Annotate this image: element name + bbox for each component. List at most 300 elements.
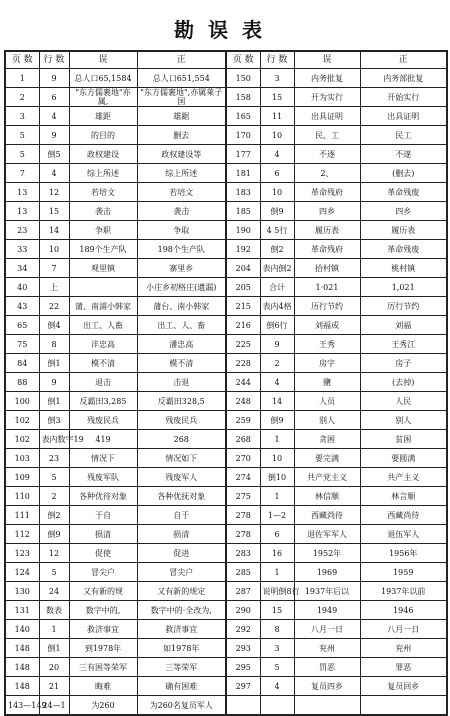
correct-cell: 出具证明 bbox=[360, 107, 447, 126]
correct-cell: 潘忠高 bbox=[137, 335, 226, 354]
wrong-cell: 2、 bbox=[294, 164, 360, 183]
page-cell: 103 bbox=[5, 449, 39, 468]
line-cell: 4 bbox=[39, 107, 69, 126]
wrong-cell: 若培文 bbox=[69, 183, 137, 202]
page-cell bbox=[226, 696, 260, 716]
wrong-cell: 八月一日 bbox=[294, 620, 360, 639]
errata-rows bbox=[5, 69, 447, 716]
page-cell: 5 bbox=[5, 126, 39, 145]
page-cell: 2 bbox=[5, 88, 39, 107]
line-cell: 12 bbox=[39, 544, 69, 563]
correct-cell: 寨里乡 bbox=[137, 259, 226, 278]
wrong-cell: 反霸田3,285 bbox=[69, 392, 137, 411]
page-cell: 13 bbox=[5, 202, 39, 221]
line-cell: 14 bbox=[39, 221, 69, 240]
correct-cell: 残废民兵 bbox=[137, 411, 226, 430]
page-cell: 274 bbox=[226, 468, 260, 487]
line-cell: 11 bbox=[260, 107, 294, 126]
line-cell: 21 bbox=[39, 677, 69, 696]
wrong-cell: 西藏尚待 bbox=[294, 506, 360, 525]
line-cell: 10 bbox=[260, 449, 294, 468]
page-cell: 293 bbox=[226, 639, 260, 658]
line-cell: 20 bbox=[39, 658, 69, 677]
wrong-cell: 各种优待对象 bbox=[69, 487, 137, 506]
line-cell: 5 bbox=[260, 658, 294, 677]
line-cell: 2 bbox=[39, 487, 69, 506]
page-cell: 216 bbox=[226, 316, 260, 335]
line-cell: 9 bbox=[39, 373, 69, 392]
line-cell: 4 5行 bbox=[260, 221, 294, 240]
line-cell: 倒9 bbox=[260, 411, 294, 430]
page-cell: 148 bbox=[5, 639, 39, 658]
header-line: 行 数 bbox=[260, 51, 294, 69]
line-cell: 22 bbox=[39, 297, 69, 316]
wrong-cell: 1969 bbox=[294, 563, 360, 582]
page-cell: 283 bbox=[226, 544, 260, 563]
page-cell: 185 bbox=[226, 202, 260, 221]
page-cell: 205 bbox=[226, 278, 260, 297]
table-row bbox=[5, 601, 447, 620]
correct-cell: 救济事宜 bbox=[137, 620, 226, 639]
line-cell: 倒4 bbox=[39, 316, 69, 335]
wrong-cell: 贪困 bbox=[294, 430, 360, 449]
wrong-cell: 促使 bbox=[69, 544, 137, 563]
page-cell: 295 bbox=[226, 658, 260, 677]
wrong-cell: 雄距 bbox=[69, 107, 137, 126]
page-cell: 102 bbox=[5, 411, 39, 430]
table-row bbox=[5, 468, 447, 487]
wrong-cell: 为260 bbox=[69, 696, 137, 716]
correct-cell: 罪恶 bbox=[360, 658, 447, 677]
wrong-cell: 冒尖户 bbox=[69, 563, 137, 582]
wrong-cell: 人员 bbox=[294, 392, 360, 411]
line-cell: 倒5 bbox=[39, 145, 69, 164]
table-row bbox=[5, 183, 447, 202]
page-cell: 143—149 bbox=[5, 696, 39, 716]
table-row bbox=[5, 69, 447, 88]
header-correct: 正 bbox=[360, 51, 447, 69]
wrong-cell: 情况下 bbox=[69, 449, 137, 468]
table-row bbox=[5, 430, 447, 449]
correct-cell: 蒲台、南小韩家 bbox=[137, 297, 226, 316]
page-cell: 109 bbox=[5, 468, 39, 487]
table-row bbox=[5, 164, 447, 183]
line-cell: 15 bbox=[260, 601, 294, 620]
line-cell: 5 bbox=[39, 563, 69, 582]
line-cell: 3 bbox=[260, 69, 294, 88]
correct-cell: 198个生产队 bbox=[137, 240, 226, 259]
wrong-cell: 不逐 bbox=[294, 145, 360, 164]
wrong-cell: 蒲、南浦小韩家 bbox=[69, 297, 137, 316]
correct-cell: 袭击 bbox=[137, 202, 226, 221]
table-row bbox=[5, 297, 447, 316]
table-row bbox=[5, 639, 447, 658]
line-cell: 上 bbox=[39, 278, 69, 297]
line-cell: 6 bbox=[260, 525, 294, 544]
wrong-cell: 革命残府 bbox=[294, 240, 360, 259]
line-cell: 倒10 bbox=[260, 468, 294, 487]
page-cell: 148 bbox=[5, 658, 39, 677]
line-cell: 1 bbox=[39, 620, 69, 639]
correct-cell: 1959 bbox=[360, 563, 447, 582]
header-page: 页 数 bbox=[226, 51, 260, 69]
page-cell: 183 bbox=[226, 183, 260, 202]
wrong-cell: 开为实行 bbox=[294, 88, 360, 107]
page-cell: 7 bbox=[5, 164, 39, 183]
wrong-cell: 内务批复 bbox=[294, 69, 360, 88]
page-cell: 112 bbox=[5, 525, 39, 544]
correct-cell: 王秀江 bbox=[360, 335, 447, 354]
line-cell: 表内数字19 bbox=[39, 430, 69, 449]
wrong-cell: 出工、人畜 bbox=[69, 316, 137, 335]
wrong-cell: 数字中的, bbox=[69, 601, 137, 620]
wrong-cell: 三有困等荣军 bbox=[69, 658, 137, 677]
correct-cell: 自于 bbox=[137, 506, 226, 525]
header-page: 页 数 bbox=[5, 51, 39, 69]
line-cell: 9 bbox=[39, 69, 69, 88]
correct-cell: 要圆满 bbox=[360, 449, 447, 468]
wrong-cell: 要完满 bbox=[294, 449, 360, 468]
correct-cell: 小庄乡初格庄(遗漏) bbox=[137, 278, 226, 297]
line-cell: 24 bbox=[39, 582, 69, 601]
table-row bbox=[5, 126, 447, 145]
page-cell: 268 bbox=[226, 430, 260, 449]
table-row bbox=[5, 354, 447, 373]
table-row bbox=[5, 335, 447, 354]
wrong-cell: 1952年 bbox=[294, 544, 360, 563]
table-row bbox=[5, 278, 447, 297]
line-cell: 5 bbox=[39, 468, 69, 487]
wrong-cell: 王秀 bbox=[294, 335, 360, 354]
table-row bbox=[5, 240, 447, 259]
correct-cell: 反霸田328,5 bbox=[137, 392, 226, 411]
correct-cell: 雄踞 bbox=[137, 107, 226, 126]
correct-cell: (删去) bbox=[360, 164, 447, 183]
correct-cell: 退伍军人 bbox=[360, 525, 447, 544]
line-cell: 1—2 bbox=[260, 506, 294, 525]
line-cell: 倒1 bbox=[39, 392, 69, 411]
table-row bbox=[5, 677, 447, 696]
correct-cell: 厉行节约 bbox=[360, 297, 447, 316]
page-cell: 290 bbox=[226, 601, 260, 620]
wrong-cell: 革命残府 bbox=[294, 183, 360, 202]
page-cell: 204 bbox=[226, 259, 260, 278]
correct-cell: 总人口651,554 bbox=[137, 69, 226, 88]
line-cell: 9 bbox=[39, 126, 69, 145]
page-cell: 65 bbox=[5, 316, 39, 335]
wrong-cell: 沣忠高 bbox=[69, 335, 137, 354]
line-cell: 倒3 bbox=[39, 411, 69, 430]
line-cell: 倒9 bbox=[260, 202, 294, 221]
correct-cell: 复员回乡 bbox=[360, 677, 447, 696]
line-cell: 表内4格 bbox=[260, 297, 294, 316]
correct-cell: 情况如下 bbox=[137, 449, 226, 468]
table-row bbox=[5, 449, 447, 468]
wrong-cell: 到1978年 bbox=[69, 639, 137, 658]
wrong-cell: 房字 bbox=[294, 354, 360, 373]
page-cell: 5 bbox=[5, 145, 39, 164]
table-row bbox=[5, 487, 447, 506]
page-cell: 75 bbox=[5, 335, 39, 354]
correct-cell: 1946 bbox=[360, 601, 447, 620]
page-cell: 244 bbox=[226, 373, 260, 392]
page-cell: 40 bbox=[5, 278, 39, 297]
line-cell bbox=[260, 696, 294, 716]
page-cell: 43 bbox=[5, 297, 39, 316]
line-cell: 倒9 bbox=[39, 525, 69, 544]
correct-cell: 内务部批复 bbox=[360, 69, 447, 88]
correct-cell: 残废军人 bbox=[137, 468, 226, 487]
wrong-cell: 罚恶 bbox=[294, 658, 360, 677]
page-cell: 297 bbox=[226, 677, 260, 696]
header-wrong: 误 bbox=[294, 51, 360, 69]
correct-cell: 删去 bbox=[137, 126, 226, 145]
table-row bbox=[5, 88, 447, 107]
line-cell: 合计 bbox=[260, 278, 294, 297]
line-cell: 倒2 bbox=[260, 240, 294, 259]
errata-table bbox=[4, 50, 448, 716]
table-row bbox=[5, 506, 447, 525]
page-cell: 23 bbox=[5, 221, 39, 240]
table-row bbox=[5, 221, 447, 240]
wrong-cell: 刘福成 bbox=[294, 316, 360, 335]
line-cell: 1 bbox=[260, 563, 294, 582]
page-cell: 215 bbox=[226, 297, 260, 316]
page-cell: 228 bbox=[226, 354, 260, 373]
line-cell: 10 bbox=[260, 183, 294, 202]
page-cell: 124 bbox=[5, 563, 39, 582]
line-cell: 倒2 bbox=[39, 506, 69, 525]
correct-cell: 林言顺 bbox=[360, 487, 447, 506]
wrong-cell: 1937年后以 bbox=[294, 582, 360, 601]
correct-cell: 268 bbox=[137, 430, 226, 449]
page-cell: 34 bbox=[5, 259, 39, 278]
correct-cell: 三等荣军 bbox=[137, 658, 226, 677]
wrong-cell: 于自 bbox=[69, 506, 137, 525]
line-cell: 4 bbox=[260, 145, 294, 164]
wrong-cell: 189个生产队 bbox=[69, 240, 137, 259]
correct-cell bbox=[360, 696, 447, 716]
page-cell: 3 bbox=[5, 107, 39, 126]
table-row bbox=[5, 202, 447, 221]
wrong-cell: 出具证明 bbox=[294, 107, 360, 126]
correct-cell: 西藏尚待 bbox=[360, 506, 447, 525]
correct-cell: 履历表 bbox=[360, 221, 447, 240]
correct-cell: 刘福 bbox=[360, 316, 447, 335]
page-cell: 84 bbox=[5, 354, 39, 373]
page-cell: 181 bbox=[226, 164, 260, 183]
table-row bbox=[5, 411, 447, 430]
correct-cell: 开始实行 bbox=[360, 88, 447, 107]
line-cell: 9 bbox=[260, 335, 294, 354]
page-cell: 177 bbox=[226, 145, 260, 164]
correct-cell: 击退 bbox=[137, 373, 226, 392]
wrong-cell: 又有新的规 bbox=[69, 582, 137, 601]
header-line: 行 数 bbox=[39, 51, 69, 69]
page-cell: 131 bbox=[5, 601, 39, 620]
line-cell: 10 bbox=[39, 240, 69, 259]
wrong-cell: "东方儒裹地"亦属, bbox=[69, 88, 137, 107]
correct-cell: 革命残废 bbox=[360, 183, 447, 202]
wrong-cell: 退击 bbox=[69, 373, 137, 392]
wrong-cell: 损清 bbox=[69, 525, 137, 544]
wrong-cell: 兖州 bbox=[294, 639, 360, 658]
wrong-cell bbox=[294, 696, 360, 716]
line-cell: 6 bbox=[39, 88, 69, 107]
line-cell: 16 bbox=[260, 544, 294, 563]
table-row bbox=[5, 373, 447, 392]
page-cell: 123 bbox=[5, 544, 39, 563]
correct-cell: 兖州 bbox=[360, 639, 447, 658]
correct-cell: 损清 bbox=[137, 525, 226, 544]
correct-cell: 八月一日 bbox=[360, 620, 447, 639]
correct-cell: 革命残废 bbox=[360, 240, 447, 259]
correct-cell: 若培文 bbox=[137, 183, 226, 202]
wrong-cell: 林信顺 bbox=[294, 487, 360, 506]
wrong-cell: 晦难 bbox=[69, 677, 137, 696]
correct-cell: 政权建设等 bbox=[137, 145, 226, 164]
table-row bbox=[5, 696, 447, 716]
page-cell: 192 bbox=[226, 240, 260, 259]
wrong-cell: 历行节约 bbox=[294, 297, 360, 316]
page-cell: 100 bbox=[5, 392, 39, 411]
line-cell: 4 bbox=[39, 164, 69, 183]
page-cell: 33 bbox=[5, 240, 39, 259]
wrong-cell: 共产党主义 bbox=[294, 468, 360, 487]
table-row bbox=[5, 544, 447, 563]
page-cell: 13 bbox=[5, 183, 39, 202]
correct-cell: 1,021 bbox=[360, 278, 447, 297]
table-row bbox=[5, 107, 447, 126]
page-cell: 165 bbox=[226, 107, 260, 126]
page-cell: 148 bbox=[5, 677, 39, 696]
wrong-cell: 观里镇 bbox=[69, 259, 137, 278]
line-cell: 倒6行 bbox=[260, 316, 294, 335]
wrong-cell: 履历表 bbox=[294, 221, 360, 240]
correct-cell: 共产主义 bbox=[360, 468, 447, 487]
line-cell: 说明倒8行 bbox=[260, 582, 294, 601]
correct-cell: 不遂 bbox=[360, 145, 447, 164]
table-row bbox=[5, 658, 447, 677]
wrong-cell: 救济事宜 bbox=[69, 620, 137, 639]
page-cell: 140 bbox=[5, 620, 39, 639]
wrong-cell: 1·021 bbox=[294, 278, 360, 297]
wrong-cell: 残废军队 bbox=[69, 468, 137, 487]
line-cell: 15 bbox=[39, 202, 69, 221]
page-cell: 158 bbox=[226, 88, 260, 107]
table-row bbox=[5, 563, 447, 582]
page-cell: 225 bbox=[226, 335, 260, 354]
correct-cell: "东方儒裹地",亦属萊子国 bbox=[137, 88, 226, 107]
page-cell: 259 bbox=[226, 411, 260, 430]
line-cell: 1 bbox=[260, 487, 294, 506]
correct-cell: 为260名复员军人 bbox=[137, 696, 226, 716]
correct-cell: 冒尖户 bbox=[137, 563, 226, 582]
correct-cell: 数字中的·全改为, bbox=[137, 601, 226, 620]
wrong-cell: 袭击 bbox=[69, 202, 137, 221]
page-cell: 110 bbox=[5, 487, 39, 506]
page-title: 勘误表 bbox=[174, 18, 276, 42]
table-row bbox=[5, 316, 447, 335]
wrong-cell: 退佐军军人 bbox=[294, 525, 360, 544]
line-cell: 表内倒2 bbox=[260, 259, 294, 278]
correct-cell: 又有新的规定 bbox=[137, 582, 226, 601]
wrong-cell: 别人 bbox=[294, 411, 360, 430]
page-cell: 248 bbox=[226, 392, 260, 411]
page-cell: 130 bbox=[5, 582, 39, 601]
page-cell: 287 bbox=[226, 582, 260, 601]
line-cell: 8 bbox=[39, 335, 69, 354]
wrong-cell: 1949 bbox=[294, 601, 360, 620]
wrong-cell: 复员四乡 bbox=[294, 677, 360, 696]
page-cell: 292 bbox=[226, 620, 260, 639]
correct-cell: 出工、人、畜 bbox=[137, 316, 226, 335]
page-cell: 285 bbox=[226, 563, 260, 582]
correct-cell: 各种优抚对象 bbox=[137, 487, 226, 506]
line-cell: 倒1 bbox=[39, 354, 69, 373]
wrong-cell: 四乡 bbox=[294, 202, 360, 221]
wrong-cell: 419 bbox=[69, 430, 137, 449]
line-cell: 3 bbox=[260, 639, 294, 658]
page-cell: 102 bbox=[5, 430, 39, 449]
table-row bbox=[5, 259, 447, 278]
page-cell: 278 bbox=[226, 525, 260, 544]
wrong-cell bbox=[69, 278, 137, 297]
correct-cell: 别人 bbox=[360, 411, 447, 430]
correct-cell: (去掉) bbox=[360, 373, 447, 392]
line-cell: 15 bbox=[260, 88, 294, 107]
line-cell: 14 bbox=[260, 392, 294, 411]
line-cell: 倒1 bbox=[39, 639, 69, 658]
line-cell: 2 bbox=[260, 354, 294, 373]
header-wrong: 误 bbox=[69, 51, 137, 69]
page-cell: 1 bbox=[5, 69, 39, 88]
correct-cell: 争取 bbox=[137, 221, 226, 240]
page-cell: 278 bbox=[226, 506, 260, 525]
page-cell: 111 bbox=[5, 506, 39, 525]
wrong-cell: 综上所述 bbox=[69, 164, 137, 183]
page-cell: 270 bbox=[226, 449, 260, 468]
correct-cell: 房子 bbox=[360, 354, 447, 373]
page-cell: 275 bbox=[226, 487, 260, 506]
wrong-cell: 鹽 bbox=[294, 373, 360, 392]
line-cell: 23 bbox=[39, 449, 69, 468]
wrong-cell: 民、工 bbox=[294, 126, 360, 145]
line-cell: 10 bbox=[260, 126, 294, 145]
line-cell: 24—1 bbox=[39, 696, 69, 716]
line-cell: 8 bbox=[260, 620, 294, 639]
table-row bbox=[5, 525, 447, 544]
table-row bbox=[5, 620, 447, 639]
correct-cell: 1956年 bbox=[360, 544, 447, 563]
correct-cell: 促进 bbox=[137, 544, 226, 563]
table-row bbox=[5, 145, 447, 164]
table-row bbox=[5, 582, 447, 601]
page-cell: 190 bbox=[226, 221, 260, 240]
correct-cell: 1937年以前 bbox=[360, 582, 447, 601]
wrong-cell: 政权建设 bbox=[69, 145, 137, 164]
correct-cell: 模不清 bbox=[137, 354, 226, 373]
correct-cell: 综上所述 bbox=[137, 164, 226, 183]
wrong-cell: 的目的 bbox=[69, 126, 137, 145]
line-cell: 6 bbox=[260, 164, 294, 183]
correct-cell: 四乡 bbox=[360, 202, 447, 221]
wrong-cell: 模不清 bbox=[69, 354, 137, 373]
correct-cell: 确有困难 bbox=[137, 677, 226, 696]
line-cell: 4 bbox=[260, 373, 294, 392]
correct-cell: 民工 bbox=[360, 126, 447, 145]
line-cell: 7 bbox=[39, 259, 69, 278]
